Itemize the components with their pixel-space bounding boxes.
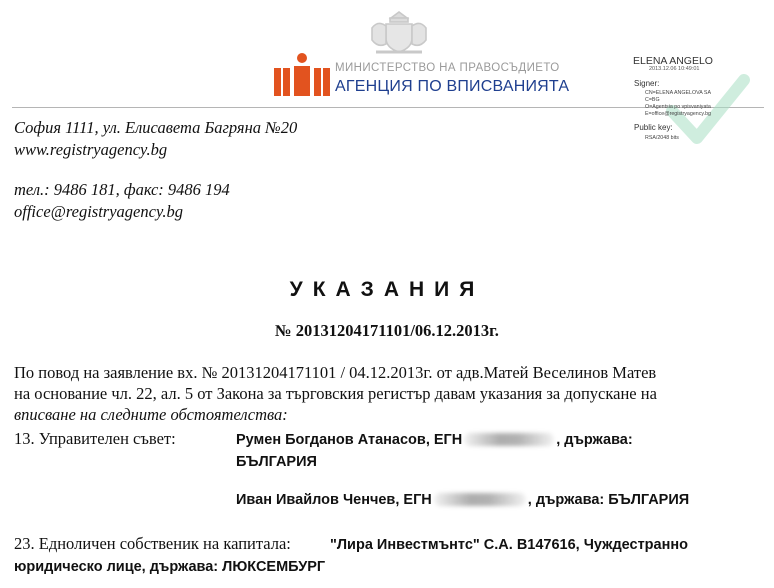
phone-fax: тел.: 9486 181, факс: 9486 194 (14, 180, 230, 199)
registry-agency-logo-icon (272, 52, 332, 98)
board-member-2 (236, 493, 689, 508)
document-number: № 20131204171101/06.12.2013г. (275, 321, 499, 340)
document-title: УКАЗАНИЯ (289, 278, 485, 301)
public-key-value: RSA/2048 bits (645, 135, 679, 141)
signer-name: ELENA ANGELO (633, 55, 713, 67)
website-link[interactable]: www.registryagency.bg (14, 140, 168, 159)
redacted-egn (434, 493, 526, 506)
public-key-label: Public key: (634, 123, 673, 132)
item-label-13: 13. Управителен съвет: (14, 429, 176, 448)
agency-name: АГЕНЦИЯ ПО ВПИСВАНИЯТА (335, 78, 570, 95)
redacted-egn (464, 433, 554, 446)
member-suffix: , държава: (556, 432, 633, 448)
owner-value: "Лира Инвестмънтс" С.А. B147616, Чуждестранно (330, 537, 688, 553)
member-name: Иван Ивайлов Ченчев, ЕГН (236, 492, 432, 508)
address-line: София 1111, ул. Елисавета Багряна №20 (14, 118, 298, 137)
coat-of-arms-icon (368, 8, 430, 58)
member-country: БЪЛГАРИЯ (236, 454, 317, 470)
body-line: вписване на следните обстоятелства: (14, 405, 288, 424)
email-link[interactable]: office@registryagency.bg (14, 202, 183, 221)
item-label-23: 23. Едноличен собственик на капитала: (14, 534, 291, 553)
member-suffix: , държава: БЪЛГАРИЯ (527, 492, 690, 508)
board-member-1 (236, 433, 633, 448)
ministry-name: МИНИСТЕРСТВО НА ПРАВОСЪДИЕТО (335, 62, 560, 74)
signer-line: C=BG (645, 97, 660, 103)
body-line: По повод на заявление вх. № 20131204171101 / 04.12.2013г. от адв.Матей Веселинов Матев (14, 363, 657, 382)
signer-line: CN=ELENA ANGELOVA SA (645, 90, 711, 96)
member-name: Румен Богданов Атанасов, ЕГН (236, 432, 463, 448)
signature-date: 2013.12.06 10:49:01 (649, 66, 700, 72)
signer-line: O=Agentsia po vpisvaniyata (645, 104, 711, 110)
signer-label: Signer: (634, 79, 660, 88)
owner-continuation: юридическо лице, държава: ЛЮКСЕМБУРГ (14, 559, 326, 575)
signer-line: E=office@registryagency.bg (645, 111, 711, 117)
body-line: на основание чл. 22, ал. 5 от Закона за търговския регистър давам указания за допускане на (14, 384, 657, 403)
